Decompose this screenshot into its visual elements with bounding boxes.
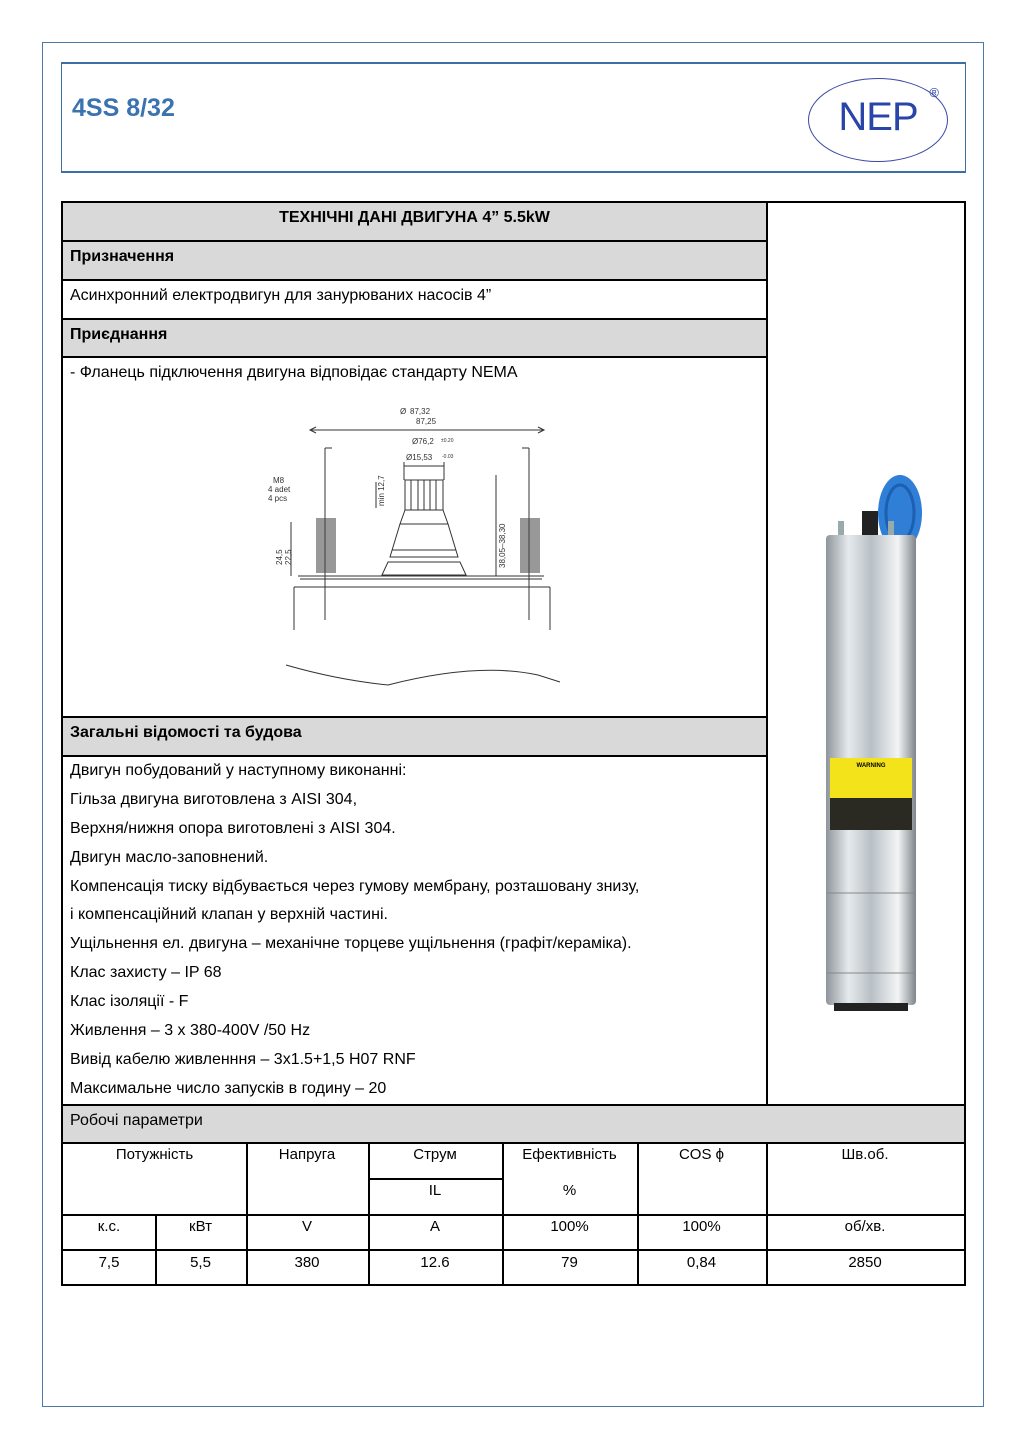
general-line: Живлення – 3 x 380-400V /50 Hz	[70, 1022, 311, 1040]
header-current: Струм	[413, 1146, 457, 1163]
dim-flange-height: 38,05–38,30	[498, 523, 507, 568]
value-hp: 7,5	[98, 1254, 120, 1271]
general-line: Клас захисту – IP 68	[70, 964, 222, 982]
dim-shaft-len: min 12,7	[377, 475, 386, 506]
params-table	[63, 1144, 964, 1284]
spec-table	[61, 201, 966, 1286]
unit-cos: 100%	[682, 1218, 721, 1235]
header-cos: COS ϕ	[678, 1146, 725, 1163]
dim-bolt-circle: Ø76,2	[412, 437, 434, 446]
general-line: Двигун побудований у наступному виконанні:	[70, 762, 407, 779]
unit-kw: кВт	[189, 1218, 212, 1235]
general-row	[63, 757, 766, 1104]
purpose-text: Асинхронний електродвигун для занурюваних насосів 4”	[70, 287, 492, 304]
spec-title-row	[63, 203, 766, 242]
general-line: Клас ізоляції - F	[70, 993, 189, 1011]
general-line: Вивід кабелю живленння – 3x1.5+1,5 H07 RNF	[70, 1050, 416, 1068]
params-title-row	[63, 1104, 964, 1144]
header-current-sub: IL	[428, 1182, 442, 1199]
product-photo-column	[766, 203, 966, 1104]
bolt-label-2: 4 adet	[268, 485, 291, 494]
svg-text:WARNING: WARNING	[856, 763, 886, 769]
general-line: Компенсація тиску відбувається через гумову мембрану, розташовану знизу,	[70, 877, 640, 895]
bolt-label-1: M8	[273, 476, 285, 485]
header-speed: Шв.об.	[841, 1146, 889, 1163]
grid-line	[63, 1249, 964, 1251]
grid-line	[368, 1178, 502, 1180]
dim-shaft: Ø15,53	[406, 453, 433, 462]
spec-title: ТЕХНІЧНІ ДАНІ ДВИГУНА 4” 5.5kW	[279, 209, 550, 226]
nep-logo	[808, 78, 948, 162]
svg-text:Ø: Ø	[400, 407, 407, 416]
general-line: і компенсаційний клапан у верхній частині.	[70, 906, 388, 924]
nema-flange-drawing	[258, 400, 588, 700]
header-voltage: Напруга	[278, 1146, 336, 1163]
general-line: Гільза двигуна виготовлена з AISI 304,	[70, 790, 358, 808]
value-cos: 0,84	[686, 1254, 717, 1271]
general-heading-row	[63, 718, 766, 757]
connection-heading-row	[63, 320, 766, 358]
header-efficiency-sub: %	[562, 1182, 577, 1199]
unit-current: A	[429, 1218, 440, 1235]
value-voltage: 380	[294, 1254, 320, 1271]
registered-mark-icon: ®	[929, 85, 939, 100]
model-title: 4SS 8/32	[72, 94, 175, 122]
value-current: 12.6	[420, 1254, 450, 1271]
grid-line	[63, 1214, 964, 1216]
unit-hp: к.с.	[97, 1218, 121, 1235]
general-heading: Загальні відомості та будова	[70, 724, 302, 741]
value-kw: 5,5	[190, 1254, 211, 1271]
svg-text:±0.20: ±0.20	[441, 438, 454, 444]
general-lines	[70, 757, 639, 1104]
general-line: Ущільнення ел. двигуна – механічне торцеве ущільнення (графіт/кераміка).	[70, 935, 632, 953]
bolt-label-3: 4 pcs	[268, 494, 288, 503]
document-header	[61, 62, 966, 173]
header-efficiency: Ефективність	[522, 1146, 617, 1163]
dim-height-a: 24,5	[275, 549, 284, 565]
general-line: Верхня/нижня опора виготовлені з AISI 304.	[70, 819, 396, 837]
motor-photo	[818, 473, 928, 1073]
params-title: Робочі параметри	[70, 1112, 203, 1129]
purpose-row	[63, 281, 766, 320]
purpose-heading-row	[63, 242, 766, 281]
value-speed: 2850	[848, 1254, 882, 1271]
dim-height-b: 22,5	[284, 549, 293, 565]
svg-text:-0.03: -0.03	[442, 454, 454, 460]
connection-heading: Приєднання	[70, 326, 168, 343]
dim-outer-top: 87,32	[410, 407, 431, 416]
unit-voltage: V	[301, 1218, 312, 1235]
header-power: Потужність	[115, 1146, 194, 1163]
unit-speed: об/хв.	[844, 1218, 886, 1235]
unit-efficiency: 100%	[550, 1218, 589, 1235]
connection-row	[63, 358, 766, 718]
general-line: Максимальне число запусків в годину – 20	[70, 1079, 387, 1097]
value-efficiency: 79	[561, 1254, 578, 1271]
logo-text: NEP	[838, 95, 918, 139]
general-line: Двигун масло-заповнений.	[70, 848, 269, 866]
purpose-heading: Призначення	[70, 248, 175, 265]
dim-outer-bottom: 87,25	[416, 417, 437, 426]
connection-text: - Фланець підключення двигуна відповідає стандарту NEMA	[70, 364, 518, 381]
